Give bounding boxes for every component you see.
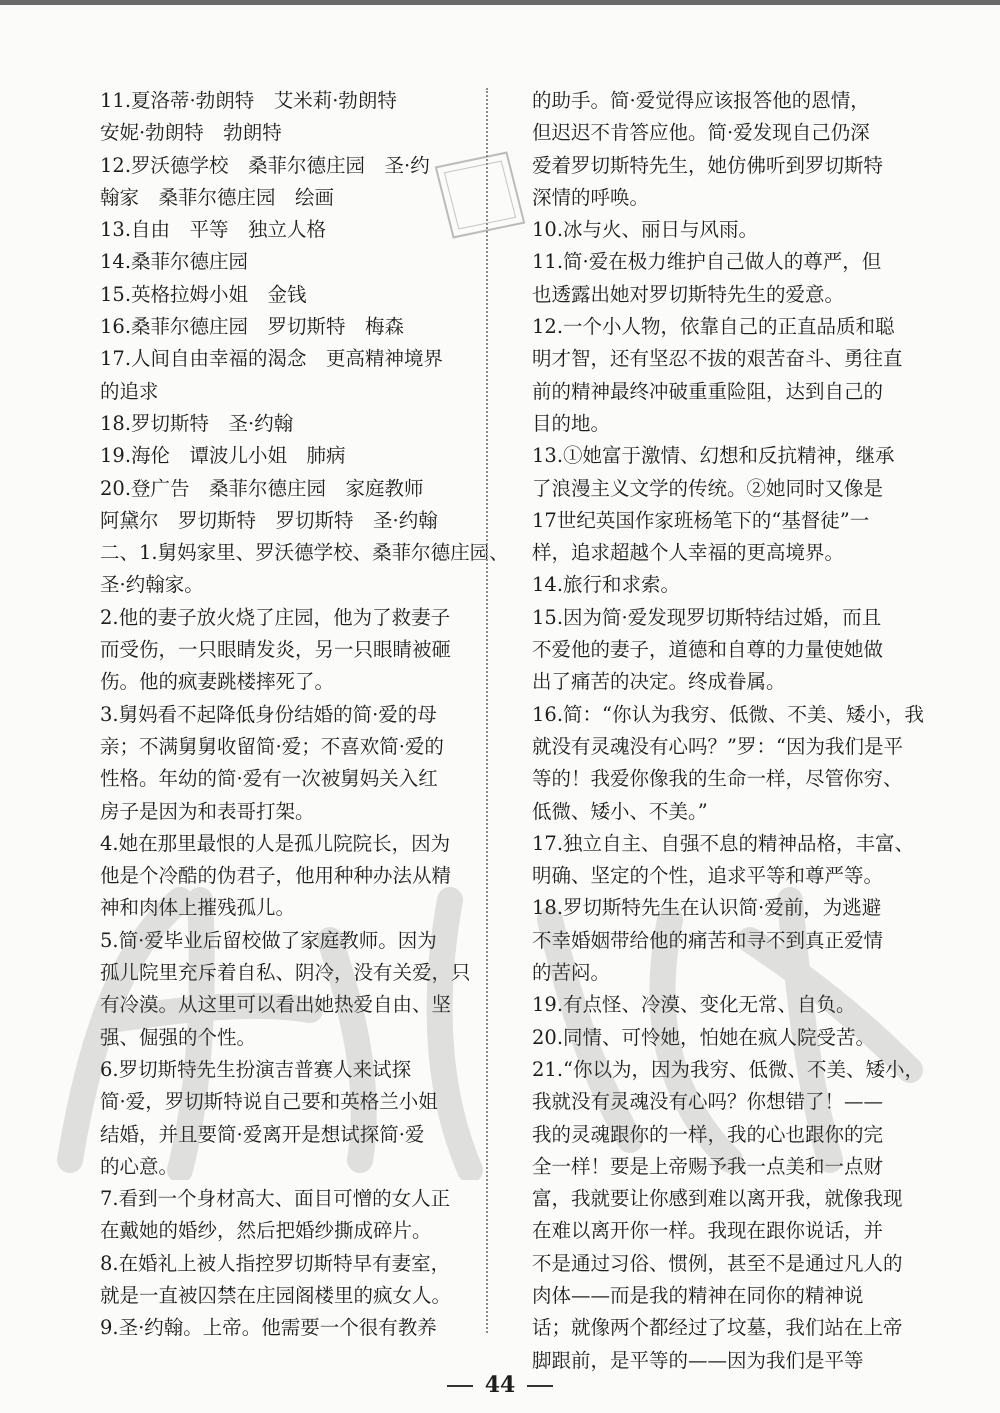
text-line: 11.简·爱在极力维护自己做人的尊严，但 [532,250,882,274]
text-line: 目的地。 [532,411,611,435]
text-line: 18.罗切斯特 圣·约翰 [100,411,294,435]
text-line: 18.罗切斯特先生在认识简·爱前，为逃避 [532,896,882,920]
text-line: 7.看到一个身材高大、面目可憎的女人正 [100,1187,451,1211]
text-line: 样，追求超越个人幸福的更高境界。 [532,541,845,565]
text-line: 的追求 [100,379,159,403]
text-line: 15.因为简·爱发现罗切斯特结过婚，而且 [532,605,882,629]
text-line: 8.在婚礼上被人指控罗切斯特早有妻室， [100,1251,451,1275]
text-line: 话；就像两个都经过了坟墓，我们站在上帝 [532,1316,903,1340]
text-line: 就是一直被囚禁在庄园阁楼里的疯女人。 [100,1283,452,1307]
text-line: 3.舅妈看不起降低身份结婚的简·爱的母 [100,702,437,726]
text-line: 伤。他的疯妻跳楼摔死了。 [100,670,335,694]
text-line: 安妮·勃朗特 勃朗特 [100,121,282,145]
text-line: 翰家 桑菲尔德庄园 绘画 [100,185,335,209]
text-line: 房子是因为和表哥打架。 [100,799,315,823]
page-number [0,1372,1000,1398]
text-line: 有冷漠。从这里可以看出她热爱自由、坚 [100,993,452,1017]
text-line: 不幸婚姻带给他的痛苦和寻不到真正爱情 [532,928,884,952]
text-line: 19.海伦 谭波儿小姐 肺病 [100,444,346,468]
text-line: 16.简：“你认为我穷、低微、不美、矮小，我 [532,702,924,726]
text-line: 二、1.舅妈家里、罗沃德学校、桑菲尔德庄园、 [100,541,509,565]
text-line: 明确、坚定的个性，追求平等和尊严等。 [532,864,884,888]
text-line: 17.独立自主、自强不息的精神品格，丰富、 [532,831,915,855]
text-line: 富，我就要让你感到难以离开我，就像我现 [532,1187,903,1211]
text-line: 肉体——而是我的精神在同你的精神说 [532,1283,864,1307]
text-line: 我的灵魂跟你的一样，我的心也跟你的完 [532,1122,884,1146]
text-line: 21.“你以为，因为我穷、低微、不美、矮小， [532,1057,924,1081]
text-line: 20.同情、可怜她，怕她在疯人院受苦。 [532,1025,876,1049]
text-line: 深情的呼唤。 [532,185,650,209]
text-line: 14.桑菲尔德庄园 [100,250,249,274]
text-line: 低微、矮小、不美。” [532,799,708,823]
text-line: 的心意。 [100,1154,179,1178]
text-line: 明才智，还有坚忍不拔的艰苦奋斗、勇往直 [532,347,903,371]
text-line: 简·爱，罗切斯特说自己要和英格兰小姐 [100,1090,438,1114]
text-line: 的助手。简·爱觉得应该报答他的恩情， [532,89,870,112]
column-divider [486,88,488,1333]
text-line: 圣·约翰家。 [100,573,204,597]
text-line: 13.自由 平等 独立人格 [100,218,327,242]
page-number-text: 44 [484,1372,516,1398]
text-line: 不爱他的妻子，道德和自尊的力量使她做 [532,638,884,662]
text-line: 在难以离开你一样。我现在跟你说话，并 [532,1219,884,1243]
text-line: 20.登广告 桑菲尔德庄园 家庭教师 [100,476,424,500]
text-line: 的苦闷。 [532,961,611,985]
text-line: 19.有点怪、冷漠、变化无常、自负。 [532,993,856,1017]
text-line: 也透露出她对罗切斯特先生的爱意。 [532,282,845,306]
text-line: 而受伤，一只眼睛发炎，另一只眼睛被砸 [100,638,452,662]
text-line: 性格。年幼的简·爱有一次被舅妈关入红 [100,767,438,791]
text-line: 14.旅行和求索。 [532,573,681,597]
text-line: 12.罗沃德学校 桑菲尔德庄园 圣·约 [100,153,430,177]
text-line: 就没有灵魂没有心吗？”罗：“因为我们是平 [532,734,903,758]
text-line: 11.夏洛蒂·勃朗特 艾米莉·勃朗特 [100,89,397,112]
text-line: 10.冰与火、丽日与风雨。 [532,218,759,242]
text-line: 2.他的妻子放火烧了庄园，他为了救妻子 [100,605,451,629]
text-line: 亲；不满舅舅收留简·爱；不喜欢简·爱的 [100,734,444,758]
text-line: 在戴她的婚纱，然后把婚纱撕成碎片。 [100,1219,432,1243]
text-line: 17世纪英国作家班杨笔下的“基督徒”一 [532,508,870,532]
text-line: 神和肉体上摧残孤儿。 [100,896,296,920]
text-line: 我就没有灵魂没有心吗？你想错了！—— [532,1090,884,1114]
text-line: 不是通过习俗、惯例，甚至不是通过凡人的 [532,1251,903,1275]
page-number-dash-left [447,1385,473,1387]
text-line: 等的！我爱你像我的生命一样，尽管你穷、 [532,767,903,791]
right-column [532,85,924,1377]
text-line: 全一样！要是上帝赐予我一点美和一点财 [532,1154,884,1178]
text-line: 孤儿院里充斥着自私、阴冷，没有关爱，只 [100,961,471,985]
text-line: 16.桑菲尔德庄园 罗切斯特 梅森 [100,315,405,339]
top-rule [0,0,1000,5]
text-line: 6.罗切斯特先生扮演吉普赛人来试探 [100,1057,412,1081]
text-line: 脚跟前，是平等的——因为我们是平等 [532,1348,864,1372]
text-line: 9.圣·约翰。上帝。他需要一个很有教养 [100,1316,437,1340]
text-line: 4.她在那里最恨的人是孤儿院院长，因为 [100,831,451,855]
text-line: 爱着罗切斯特先生，她仿佛听到罗切斯特 [532,153,884,177]
text-line: 强、倔强的个性。 [100,1025,257,1049]
text-line: 他是个冷酷的伪君子，他用种种办法从精 [100,864,452,888]
text-line: 12.一个小人物，依靠自己的正直品质和聪 [532,315,895,339]
text-line: 阿黛尔 罗切斯特 罗切斯特 圣·约翰 [100,508,438,532]
text-line: 15.英格拉姆小姐 金钱 [100,282,307,306]
text-line: 结婚，并且要简·爱离开是想试探简·爱 [100,1122,425,1146]
text-line: 前的精神最终冲破重重险阻，达到自己的 [532,379,884,403]
text-line: 5.简·爱毕业后留校做了家庭教师。因为 [100,928,437,952]
text-line: 了浪漫主义文学的传统。②她同时又像是 [532,476,884,500]
text-line: 但迟迟不肯答应他。简·爱发现自己仍深 [532,121,870,145]
page-number-dash-right [527,1385,553,1387]
text-line: 13.①她富于激情、幻想和反抗精神，继承 [532,444,895,468]
left-column [100,85,509,1345]
text-line: 17.人间自由幸福的渴念 更高精神境界 [100,347,444,371]
text-line: 出了痛苦的决定。终成眷属。 [532,670,786,694]
